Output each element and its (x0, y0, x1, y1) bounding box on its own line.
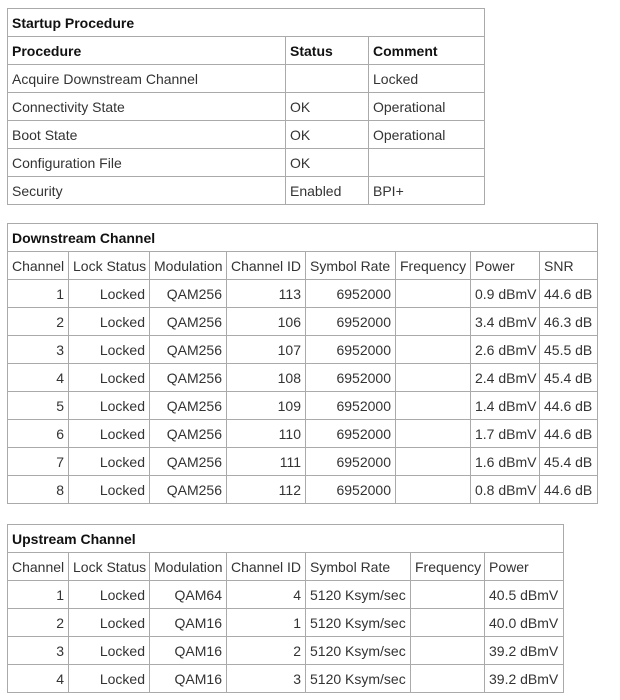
table-cell: Locked (69, 448, 150, 476)
table-cell: 110 (227, 420, 306, 448)
table-cell: 4 (8, 364, 69, 392)
table-cell: 113 (227, 280, 306, 308)
table-cell: 3 (227, 665, 306, 693)
table-row (8, 609, 564, 637)
column-header: Symbol Rate (306, 252, 396, 280)
table-cell: 2.4 dBmV (471, 364, 540, 392)
table-cell: BPI+ (369, 177, 485, 205)
table-cell: 2.6 dBmV (471, 336, 540, 364)
column-header: Modulation (150, 553, 227, 581)
table-cell: 6952000 (306, 420, 396, 448)
downstream-channel-table (7, 223, 598, 504)
table-cell: Boot State (8, 121, 286, 149)
column-header: Procedure (8, 37, 286, 65)
table-cell (411, 665, 485, 693)
table-cell: 2 (227, 637, 306, 665)
table-cell (411, 637, 485, 665)
column-header: Lock Status (69, 252, 150, 280)
table-cell: Locked (69, 476, 150, 504)
table-cell (369, 149, 485, 177)
table-cell: Locked (69, 280, 150, 308)
table-cell: 6952000 (306, 476, 396, 504)
table-cell: 1 (227, 609, 306, 637)
table-cell: Locked (369, 65, 485, 93)
table-cell: Locked (69, 637, 150, 665)
table-row (8, 280, 598, 308)
column-header: Frequency (411, 553, 485, 581)
table-cell: 1.7 dBmV (471, 420, 540, 448)
table-cell: 6952000 (306, 364, 396, 392)
table-cell: 2 (8, 609, 69, 637)
table-cell: 8 (8, 476, 69, 504)
table-cell: 6952000 (306, 392, 396, 420)
table-cell: 44.6 dB (540, 280, 598, 308)
table-cell: 5 (8, 392, 69, 420)
column-header: SNR (540, 252, 598, 280)
table-row (8, 665, 564, 693)
table-cell: Acquire Downstream Channel (8, 65, 286, 93)
table-cell: QAM16 (150, 609, 227, 637)
table-cell: 44.6 dB (540, 476, 598, 504)
table-row (8, 448, 598, 476)
table-cell (396, 476, 471, 504)
table-cell: Locked (69, 581, 150, 609)
column-header: Power (485, 553, 564, 581)
column-header: Lock Status (69, 553, 150, 581)
startup-procedure-table (7, 8, 485, 205)
table-cell: 4 (8, 665, 69, 693)
table-cell: QAM256 (150, 280, 227, 308)
table-cell: 4 (227, 581, 306, 609)
table-cell: 108 (227, 364, 306, 392)
table-title: Startup Procedure (8, 9, 485, 37)
table-cell: QAM256 (150, 420, 227, 448)
table-cell: 1.6 dBmV (471, 448, 540, 476)
table-cell: Locked (69, 336, 150, 364)
table-cell: 44.6 dB (540, 420, 598, 448)
table-cell: 6952000 (306, 448, 396, 476)
header-row (8, 37, 485, 65)
table-cell (396, 336, 471, 364)
table-cell: QAM64 (150, 581, 227, 609)
table-cell: 111 (227, 448, 306, 476)
table-cell: 40.5 dBmV (485, 581, 564, 609)
table-cell (396, 308, 471, 336)
table-row (8, 476, 598, 504)
table-cell: 107 (227, 336, 306, 364)
table-cell (396, 392, 471, 420)
table-cell: QAM256 (150, 476, 227, 504)
table-cell: Operational (369, 93, 485, 121)
table-cell: Security (8, 177, 286, 205)
table-cell: 39.2 dBmV (485, 637, 564, 665)
column-header: Channel (8, 252, 69, 280)
upstream-channel-table (7, 524, 564, 693)
table-cell: 6952000 (306, 308, 396, 336)
table-cell: 3 (8, 336, 69, 364)
table-row (8, 93, 485, 121)
column-header: Frequency (396, 252, 471, 280)
table-cell: OK (286, 93, 369, 121)
table-cell (396, 364, 471, 392)
table-cell: Locked (69, 420, 150, 448)
table-cell: 0.9 dBmV (471, 280, 540, 308)
table-cell: QAM256 (150, 392, 227, 420)
table-cell: 106 (227, 308, 306, 336)
table-cell (411, 609, 485, 637)
table-cell: 5120 Ksym/sec (306, 665, 411, 693)
table-row (8, 149, 485, 177)
column-header: Power (471, 252, 540, 280)
table-cell: Configuration File (8, 149, 286, 177)
table-cell: QAM256 (150, 448, 227, 476)
table-cell: 1.4 dBmV (471, 392, 540, 420)
table-row (8, 121, 485, 149)
table-row (8, 581, 564, 609)
table-row (8, 392, 598, 420)
table-cell: 46.3 dB (540, 308, 598, 336)
table-cell: 40.0 dBmV (485, 609, 564, 637)
table-cell: 44.6 dB (540, 392, 598, 420)
table-cell: 3 (8, 637, 69, 665)
table-cell: 45.5 dB (540, 336, 598, 364)
column-header: Channel ID (227, 252, 306, 280)
table-cell: Locked (69, 392, 150, 420)
table-cell: 0.8 dBmV (471, 476, 540, 504)
table-row (8, 364, 598, 392)
table-cell: 5120 Ksym/sec (306, 609, 411, 637)
table-cell: 45.4 dB (540, 448, 598, 476)
column-header: Modulation (150, 252, 227, 280)
table-row (8, 308, 598, 336)
table-row (8, 336, 598, 364)
table-cell: 6 (8, 420, 69, 448)
table-cell: Locked (69, 609, 150, 637)
table-cell: 5120 Ksym/sec (306, 637, 411, 665)
table-cell: 6952000 (306, 280, 396, 308)
table-cell: Locked (69, 364, 150, 392)
table-cell: Operational (369, 121, 485, 149)
column-header: Symbol Rate (306, 553, 411, 581)
table-cell: Locked (69, 308, 150, 336)
table-cell: QAM256 (150, 336, 227, 364)
header-row (8, 553, 564, 581)
table-cell: 39.2 dBmV (485, 665, 564, 693)
table-title: Upstream Channel (8, 525, 564, 553)
table-cell: QAM16 (150, 665, 227, 693)
table-cell (396, 280, 471, 308)
table-cell: 109 (227, 392, 306, 420)
table-cell: 1 (8, 280, 69, 308)
table-cell: OK (286, 121, 369, 149)
table-row (8, 65, 485, 93)
table-cell: QAM256 (150, 364, 227, 392)
table-row (8, 420, 598, 448)
table-cell: Connectivity State (8, 93, 286, 121)
table-cell (396, 420, 471, 448)
column-header: Channel (8, 553, 69, 581)
table-cell (396, 448, 471, 476)
table-cell: 7 (8, 448, 69, 476)
column-header: Status (286, 37, 369, 65)
table-cell: QAM256 (150, 308, 227, 336)
table-cell: 6952000 (306, 336, 396, 364)
table-cell (411, 581, 485, 609)
table-cell: 2 (8, 308, 69, 336)
column-header: Channel ID (227, 553, 306, 581)
header-row (8, 252, 598, 280)
table-cell: 1 (8, 581, 69, 609)
table-cell: 112 (227, 476, 306, 504)
table-cell: 5120 Ksym/sec (306, 581, 411, 609)
table-row (8, 177, 485, 205)
column-header: Comment (369, 37, 485, 65)
table-title: Downstream Channel (8, 224, 598, 252)
table-cell: Locked (69, 665, 150, 693)
table-cell: QAM16 (150, 637, 227, 665)
table-cell: Enabled (286, 177, 369, 205)
table-row (8, 637, 564, 665)
table-cell (286, 65, 369, 93)
table-cell: OK (286, 149, 369, 177)
table-cell: 3.4 dBmV (471, 308, 540, 336)
table-cell: 45.4 dB (540, 364, 598, 392)
